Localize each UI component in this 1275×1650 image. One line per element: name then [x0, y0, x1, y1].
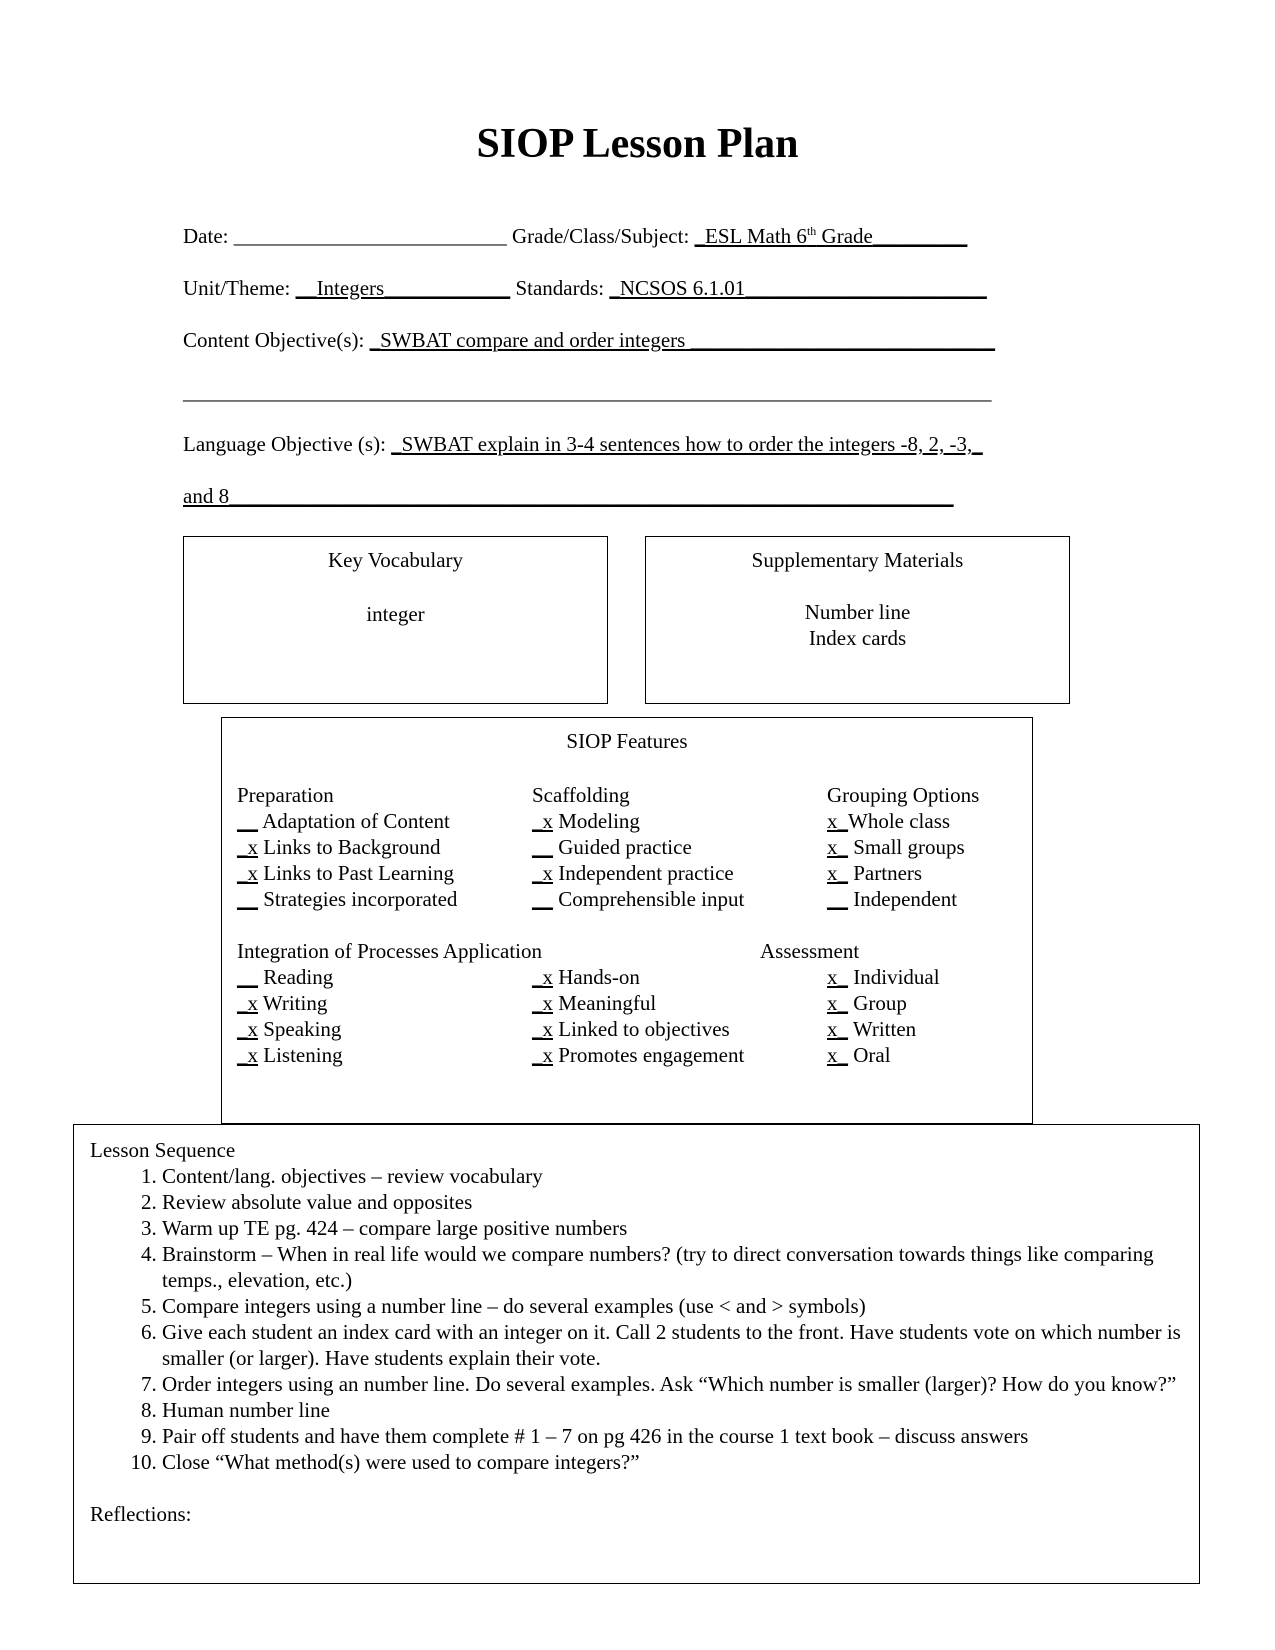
checklist-item[interactable]: x_ Oral	[827, 1043, 891, 1067]
checklist-item[interactable]: _x Hands-on	[532, 965, 640, 989]
checklist-item[interactable]: x_Whole class	[827, 809, 951, 833]
key-vocabulary-item: integer	[366, 602, 425, 626]
list-item: 1. Content/lang. objectives – review vocabulary	[162, 1163, 1183, 1189]
list-item: 10. Close “What method(s) were used to compare integers?”	[162, 1449, 1183, 1475]
key-vocabulary-box	[183, 536, 608, 704]
list-item: 2. Review absolute value and opposites	[162, 1189, 1183, 1215]
list-item: 7. Order integers using an number line. Do several examples. Ask “Which number is smaller (larger)? How do you know?”	[162, 1371, 1183, 1397]
unit-field[interactable]: __Integers____________	[295, 276, 511, 300]
scaffolding-heading: Scaffolding	[532, 783, 630, 807]
supplementary-materials-item: Number line	[804, 600, 911, 624]
language-objective-field[interactable]: _SWBAT explain in 3-4 sentences how to order the integers -8, 2, -3,_	[391, 432, 983, 456]
checklist-item[interactable]: _x Writing	[237, 991, 328, 1015]
assessment-heading: Assessment	[760, 939, 860, 963]
list-item: 8. Human number line	[162, 1397, 1183, 1423]
checklist-item[interactable]: x_ Small groups	[827, 835, 965, 859]
integration-application-heading	[237, 938, 542, 964]
date-line	[183, 224, 967, 249]
checklist-item[interactable]: _x Independent practice	[532, 861, 734, 885]
unit-label: Unit/Theme:	[183, 276, 291, 300]
checklist-item[interactable]: _x Links to Background	[237, 835, 441, 859]
unit-line	[183, 276, 987, 301]
date-label: Date:	[183, 224, 229, 248]
checklist-item[interactable]: _x Promotes engagement	[532, 1043, 745, 1067]
checklist-item[interactable]: x_ Individual	[827, 965, 940, 989]
standards-field[interactable]: _NCSOS 6.1.01_______________________	[609, 276, 987, 300]
page-title: SIOP Lesson Plan	[476, 121, 799, 167]
list-item: 3. Warm up TE pg. 424 – compare large positive numbers	[162, 1215, 1183, 1241]
preparation-heading: Preparation	[237, 783, 334, 807]
grouping-column	[827, 782, 979, 912]
list-item: 9. Pair off students and have them complete # 1 – 7 on pg 426 in the course 1 text book – discuss answers	[162, 1423, 1183, 1449]
list-item: 4. Brainstorm – When in real life would we compare numbers? (try to direct conversation towards things like comparing temps., elevation, etc.)	[162, 1241, 1183, 1293]
content-objective-label: Content Objective(s):	[183, 328, 365, 352]
checklist-item[interactable]: __ Comprehensible input	[532, 887, 745, 911]
checklist-item[interactable]: __ Strategies incorporated	[237, 887, 458, 911]
siop-features-heading: SIOP Features	[566, 729, 688, 753]
lesson-sequence-box	[73, 1124, 1200, 1584]
supplementary-materials-heading: Supplementary Materials	[751, 548, 964, 572]
standards-label: Standards:	[515, 276, 605, 300]
checklist-item[interactable]: __ Guided practice	[532, 835, 692, 859]
checklist-item[interactable]: _x Speaking	[237, 1017, 342, 1041]
checklist-item[interactable]: _x Meaningful	[532, 991, 657, 1015]
application-column	[532, 964, 744, 1068]
integration-column	[237, 964, 343, 1068]
language-objective-line	[183, 432, 983, 457]
checklist-item[interactable]: __ Adaptation of Content	[237, 809, 450, 833]
checklist-item[interactable]: __ Independent	[827, 887, 958, 911]
preparation-column	[237, 782, 457, 912]
content-objective-line	[183, 328, 995, 353]
supplementary-materials-box	[645, 536, 1070, 704]
list-item: 6. Give each student an index card with an integer on it. Call 2 students to the front. Have students vote on which number is smaller (or larger). Have students explain their vote.	[162, 1319, 1183, 1371]
grade-label: Grade/Class/Subject:	[511, 224, 690, 248]
language-objective-label: Language Objective (s):	[183, 432, 386, 456]
scaffolding-column	[532, 782, 744, 912]
integration-heading: Integration of Processes	[237, 939, 439, 963]
key-vocabulary-heading: Key Vocabulary	[327, 548, 464, 572]
assessment-column	[827, 964, 940, 1068]
checklist-item[interactable]: x_ Partners	[827, 861, 923, 885]
checklist-item[interactable]: _x Modeling	[532, 809, 640, 833]
language-objective-line-2[interactable]: and 8_____________________________________________________________________	[183, 484, 954, 508]
checklist-item[interactable]: _x Links to Past Learning	[237, 861, 454, 885]
checklist-item[interactable]: _x Linked to objectives	[532, 1017, 730, 1041]
grouping-heading: Grouping Options	[827, 783, 980, 807]
date-field[interactable]: __________________________	[233, 224, 507, 248]
content-objective-blank-line[interactable]: _____________________________________________________________________________	[183, 380, 992, 404]
lesson-steps-list	[90, 1163, 1183, 1475]
content-objective-field[interactable]: _SWBAT compare and order integers _____________________________	[369, 328, 996, 352]
grade-field[interactable]: _ESL Math 6th Grade_________	[694, 224, 968, 248]
checklist-item[interactable]: x_ Written	[827, 1017, 917, 1041]
checklist-item[interactable]: __ Reading	[237, 965, 334, 989]
supplementary-materials-item: Index cards	[808, 626, 907, 650]
reflections-label: Reflections:	[90, 1502, 192, 1526]
list-item: 5. Compare integers using a number line – do several examples (use < and > symbols)	[162, 1293, 1183, 1319]
application-heading: Application	[442, 939, 543, 963]
checklist-item[interactable]: _x Listening	[237, 1043, 343, 1067]
checklist-item[interactable]: x_ Group	[827, 991, 907, 1015]
lesson-sequence-heading: Lesson Sequence	[90, 1138, 236, 1162]
